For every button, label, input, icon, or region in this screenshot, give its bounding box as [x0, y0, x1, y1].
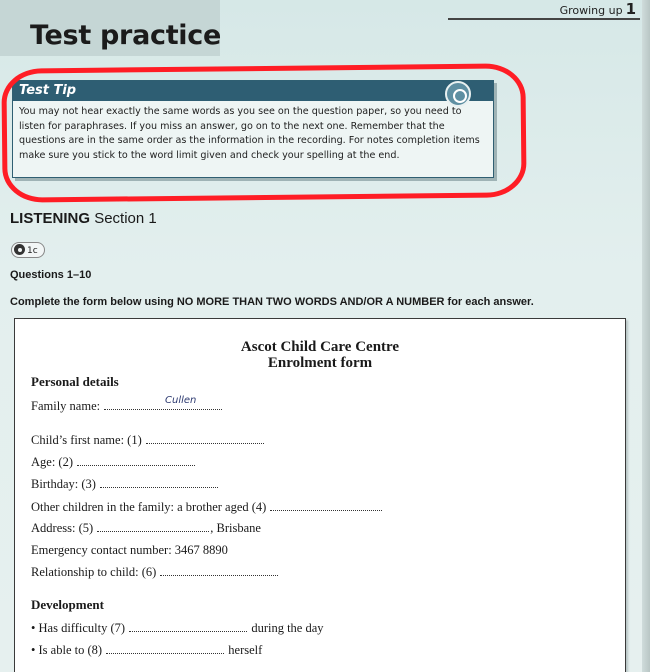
chapter-name: Growing up: [559, 4, 623, 17]
enrolment-form: [14, 318, 626, 672]
answer-blank-2[interactable]: [77, 456, 195, 466]
address-row: [31, 521, 261, 536]
form-title: [15, 339, 625, 371]
audio-track-number: 1c: [27, 246, 38, 256]
chapter-rule: [448, 18, 640, 20]
listening-section-heading: [10, 210, 157, 227]
answer-blank-5[interactable]: [97, 522, 209, 532]
birthday-row: [31, 477, 219, 492]
relationship-row: [31, 565, 279, 580]
other-children-row: [31, 500, 383, 515]
audio-cd-icon: [14, 244, 25, 255]
tip-text: You may not hear exactly the same words as you see on the question paper, so you need to listen for paraphrases. If you miss an answer, go on to the next one. Remember that the questions are in the same order as the information in the recording. For notes completion items make sure you stick to the word limit given and check your spelling at the end.: [19, 106, 480, 161]
emergency-contact-row: Emergency contact number: 3467 8890: [31, 543, 228, 557]
bullet-dot: •: [31, 643, 39, 657]
listening-label: LISTENING: [10, 210, 91, 227]
answer-blank-4[interactable]: [270, 501, 382, 511]
bullet2-suffix: herself: [228, 643, 263, 657]
chapter-number: 1: [625, 0, 636, 18]
development-heading: Development: [31, 597, 104, 612]
bullet1-suffix: during the day: [251, 621, 324, 635]
page-edge: [642, 0, 650, 672]
red-annotation-circle: [1, 63, 526, 202]
address-label: Address: (5): [31, 521, 94, 535]
family-name-label: Family name:: [31, 399, 101, 413]
bullet1-prefix: Has difficulty (7): [38, 621, 126, 635]
audio-track-badge[interactable]: [11, 242, 45, 258]
section-number: Section 1: [94, 210, 157, 227]
first-name-row: [31, 433, 265, 448]
answer-blank-8[interactable]: [106, 644, 224, 654]
age-label: Age: (2): [31, 455, 73, 469]
instructions: Complete the form below using NO MORE THAN TWO WORDS AND/OR A NUMBER for each answer.: [10, 296, 534, 308]
chapter-label: [560, 0, 636, 18]
bullet2-prefix: Is able to (8): [38, 643, 103, 657]
personal-details-heading: Personal details: [31, 374, 119, 389]
form-title-line2: Enrolment form: [267, 355, 373, 371]
age-row: [31, 455, 196, 470]
answer-blank-3[interactable]: [100, 478, 218, 488]
answer-blank-1[interactable]: [146, 434, 264, 444]
answer-blank-7[interactable]: [129, 622, 247, 632]
birthday-label: Birthday: (3): [31, 477, 96, 491]
page-title: Test practice: [30, 20, 221, 51]
development-bullet-1: [31, 621, 324, 636]
address-suffix: , Brisbane: [210, 521, 261, 535]
tip-heading: Test Tip: [13, 81, 493, 101]
first-name-label: Child’s first name: (1): [31, 433, 142, 447]
family-name-blank[interactable]: [104, 400, 222, 410]
bullet-dot: •: [31, 621, 39, 635]
relationship-label: Relationship to child: (6): [31, 565, 157, 579]
form-title-line1: Ascot Child Care Centre: [240, 339, 400, 355]
other-children-label: Other children in the family: a brother aged (4): [31, 500, 267, 514]
questions-range: Questions 1–10: [10, 269, 92, 281]
answer-blank-6[interactable]: [160, 566, 278, 576]
family-name-answer: Cullen: [165, 395, 197, 406]
development-bullet-2: [31, 643, 262, 658]
